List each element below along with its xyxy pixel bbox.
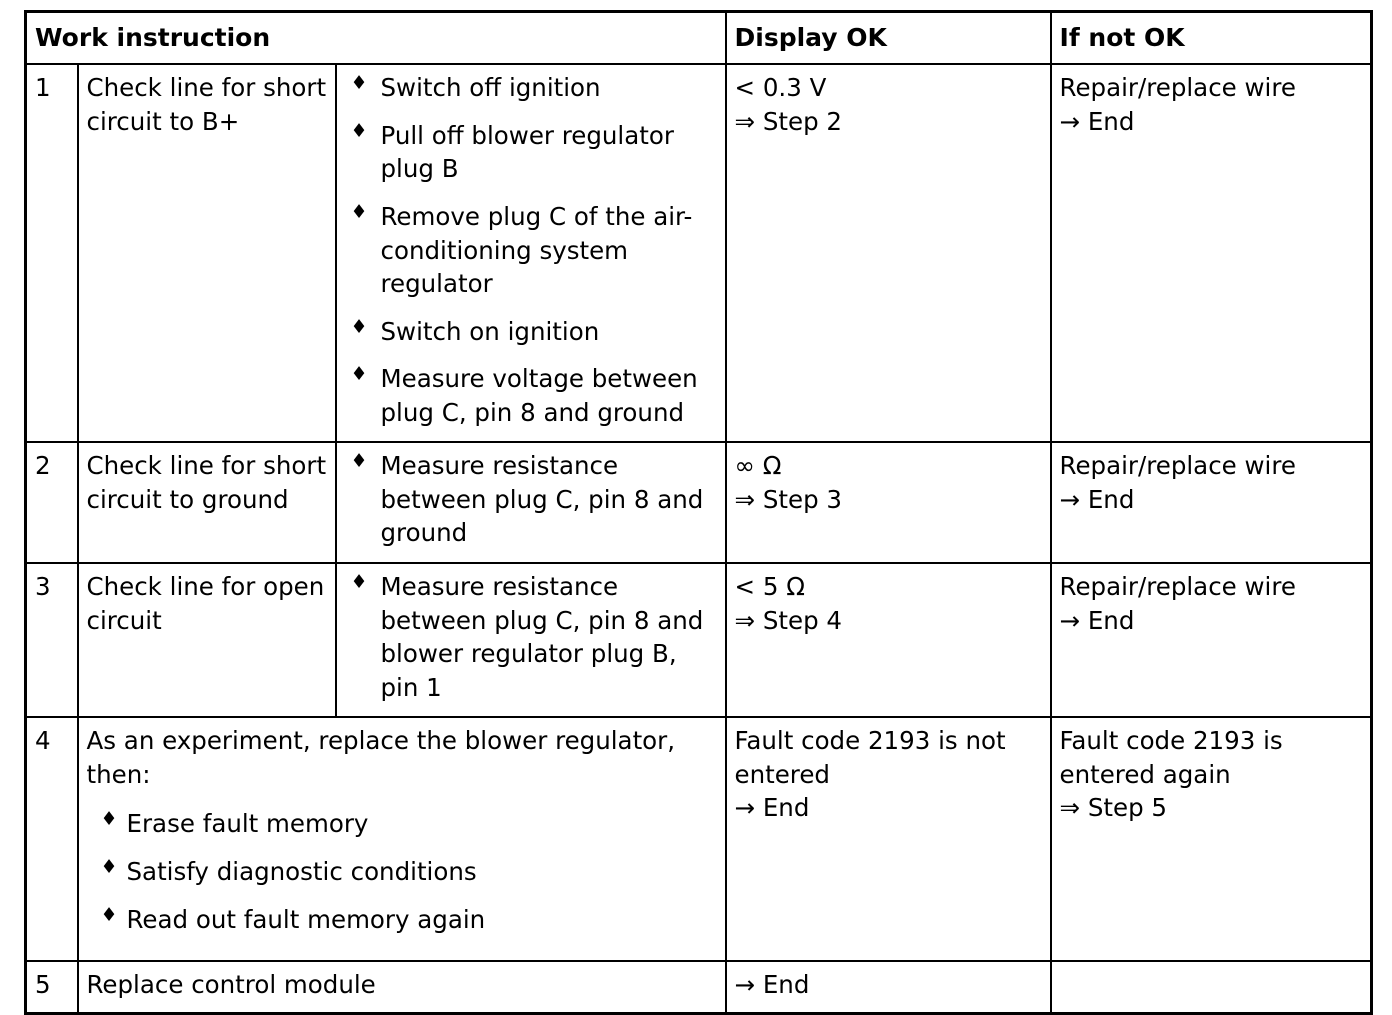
action-text: Switch off ignition [380, 73, 601, 103]
if-not-ok-cell [1051, 442, 1372, 563]
action-list [345, 71, 717, 429]
diamond-bullet-icon: ♦ [100, 903, 118, 926]
display-ok-cell [726, 442, 1051, 563]
step-intro-text: As an experiment, replace the blower regulator, then: [86, 726, 676, 789]
notok-action: Fault code 2193 is entered again [1059, 726, 1283, 789]
action-text: Switch on ignition [380, 316, 600, 346]
list-item [345, 570, 717, 704]
action-list [345, 449, 717, 550]
if-not-ok-cell [1051, 961, 1372, 1013]
step-number: 4 [26, 717, 78, 961]
table-row [26, 563, 1372, 717]
list-item [345, 362, 717, 429]
list-item [87, 855, 717, 889]
list-item [87, 807, 717, 841]
step-task: Check line for short circuit to B+ [78, 64, 336, 442]
display-ok-cell [726, 717, 1051, 961]
column-header-if-not-ok: If not OK [1051, 12, 1372, 65]
action-list [345, 570, 717, 704]
notok-next-step: ⇒ Step 5 [1059, 793, 1167, 823]
notok-next-step: → End [1059, 106, 1135, 136]
if-not-ok-cell [1051, 717, 1372, 961]
diamond-bullet-icon: ♦ [350, 363, 368, 386]
table-row [26, 64, 1372, 442]
table-row [26, 442, 1372, 563]
diamond-bullet-icon: ♦ [350, 450, 368, 473]
ok-value: ∞ Ω [734, 451, 782, 481]
table-row [26, 717, 1372, 961]
action-text: Measure resistance between plug C, pin 8 and blower regulator plug B, pin 1 [380, 572, 704, 702]
if-not-ok-cell [1051, 563, 1372, 717]
ok-next-step: ⇒ Step 4 [734, 605, 842, 635]
ok-next-step: ⇒ Step 3 [734, 484, 842, 514]
step-number: 2 [26, 442, 78, 563]
list-item [345, 449, 717, 550]
step-task-and-actions [78, 717, 726, 961]
ok-value: < 0.3 V [734, 73, 827, 103]
step-task: Replace control module [78, 961, 726, 1013]
step-actions [336, 64, 726, 442]
notok-action: Repair/replace wire [1059, 572, 1296, 601]
diamond-bullet-icon: ♦ [350, 315, 368, 338]
display-ok-cell [726, 64, 1051, 442]
action-text: Pull off blower regulator plug B [380, 120, 674, 184]
notok-action: Repair/replace wire [1059, 73, 1296, 103]
diamond-bullet-icon: ♦ [350, 72, 368, 95]
notok-next-step: → End [1059, 484, 1135, 514]
table-row [26, 961, 1372, 1013]
list-item [345, 200, 717, 301]
action-text: Measure resistance between plug C, pin 8 and ground [380, 451, 704, 548]
diamond-bullet-icon: ♦ [350, 119, 368, 142]
ok-next-step: → End [734, 970, 810, 1000]
ok-value: < 5 Ω [734, 572, 805, 601]
step-actions [336, 563, 726, 717]
diamond-bullet-icon: ♦ [100, 808, 118, 831]
work-instruction-table [24, 10, 1373, 1015]
ok-next-step: ⇒ Step 2 [734, 106, 842, 136]
list-item [345, 315, 717, 349]
step-task: Check line for open circuit [78, 563, 336, 717]
action-text: Remove plug C of the air-conditioning system regulator [380, 201, 693, 299]
column-header-display-ok: Display OK [726, 12, 1051, 65]
display-ok-cell [726, 961, 1051, 1013]
ok-value: Fault code 2193 is not entered [734, 726, 1006, 789]
display-ok-cell [726, 563, 1051, 717]
step-actions [336, 442, 726, 563]
notok-next-step: → End [1059, 605, 1135, 635]
action-list [87, 807, 717, 936]
diamond-bullet-icon: ♦ [350, 571, 368, 593]
action-text: Satisfy diagnostic conditions [126, 856, 477, 886]
list-item [345, 119, 717, 186]
column-header-work-instruction: Work instruction [26, 12, 726, 65]
step-number: 3 [26, 563, 78, 717]
step-number: 5 [26, 961, 78, 1013]
step-task: Check line for short circuit to ground [78, 442, 336, 563]
action-text: Read out fault memory again [126, 904, 486, 934]
list-item [87, 903, 717, 937]
action-text: Measure voltage between plug C, pin 8 and ground [380, 364, 698, 427]
ok-next-step: → End [734, 793, 810, 823]
list-item [345, 71, 717, 105]
step-number: 1 [26, 64, 78, 442]
diamond-bullet-icon: ♦ [100, 855, 118, 878]
table-header-row [26, 12, 1372, 65]
action-text: Erase fault memory [126, 809, 369, 839]
notok-action: Repair/replace wire [1059, 451, 1296, 481]
if-not-ok-cell [1051, 64, 1372, 442]
diamond-bullet-icon: ♦ [350, 200, 368, 223]
